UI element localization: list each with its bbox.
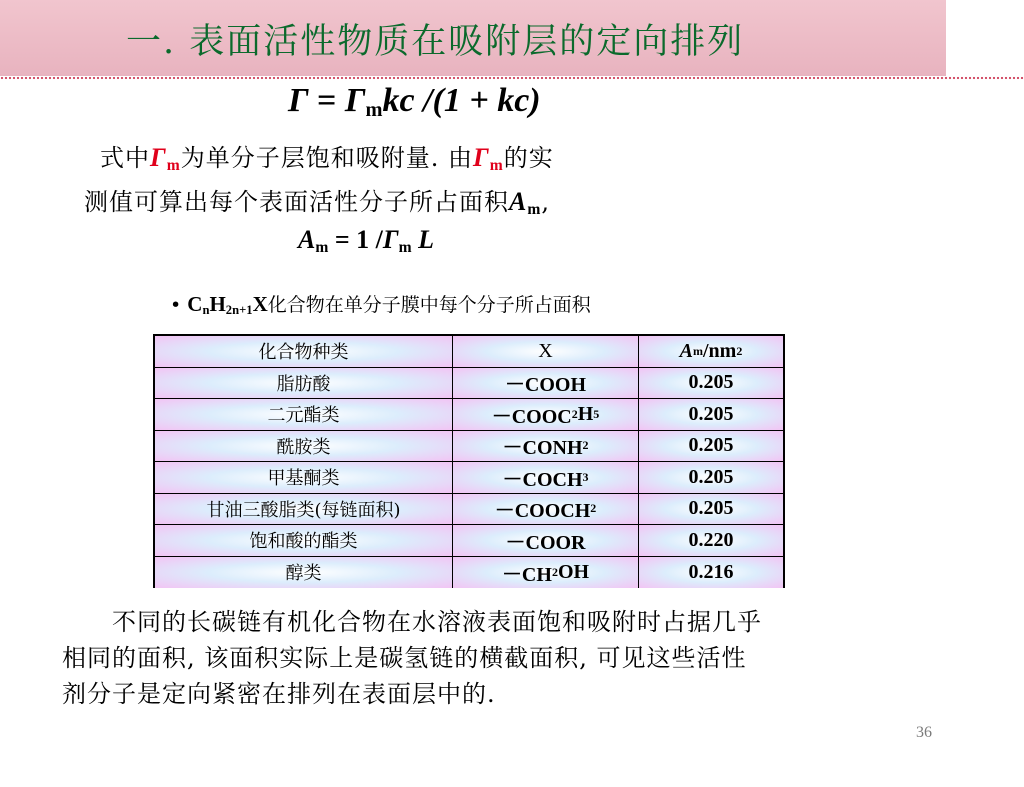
- page-number: 36: [916, 724, 932, 741]
- cell-x-group: [453, 431, 639, 462]
- subscript-m: m: [489, 156, 504, 174]
- cell-x-group: [453, 494, 639, 525]
- adsorption-formula: [288, 82, 541, 122]
- gamma-glyph: Γ: [472, 143, 490, 172]
- x-main: －COCH: [502, 468, 583, 491]
- am-inline: [509, 187, 541, 216]
- subscript-m: m: [365, 99, 383, 122]
- subscript-m: m: [166, 156, 181, 174]
- cell-compound-type: 甲基酮类: [155, 462, 453, 493]
- chem-c: C: [187, 292, 203, 316]
- cell-compound-type: 脂肪酸: [155, 368, 453, 399]
- header-area: [639, 336, 783, 367]
- x-sub: 2: [582, 438, 589, 453]
- gamma-m-symbol: Γ: [344, 82, 366, 119]
- text-segment: 为单分子层饱和吸附量. 由: [180, 144, 473, 172]
- subscript-m: m: [527, 200, 542, 218]
- header-compound-type: 化合物种类: [155, 336, 453, 367]
- cell-area: 0.205: [639, 399, 783, 430]
- area-formula: [298, 225, 434, 257]
- cell-compound-type: 酰胺类: [155, 431, 453, 462]
- cell-compound-type: 甘油三酸脂类(每链面积): [155, 494, 453, 525]
- chem-sub-2n1: 2n+1: [225, 303, 253, 318]
- x-sub: 2: [590, 501, 597, 516]
- comma: ,: [541, 187, 550, 216]
- table-row: [155, 525, 783, 557]
- x-sub2: 5: [593, 406, 600, 421]
- cell-area: 0.205: [639, 494, 783, 525]
- definition-paragraph: [84, 140, 554, 228]
- formula-rest: kc /(1 + kc): [382, 82, 541, 119]
- x-tail: H: [577, 402, 594, 425]
- gamma-symbol: Γ: [382, 225, 399, 254]
- table-row: [155, 431, 783, 463]
- x-main: －COOR: [505, 531, 586, 554]
- x-sub: 2: [571, 406, 578, 421]
- area-a: A: [679, 339, 693, 362]
- table-row: [155, 557, 783, 589]
- cell-x-group: [453, 525, 639, 556]
- chem-formula: [187, 292, 267, 316]
- text-segment: 的实: [503, 144, 554, 172]
- table-header-row: [155, 336, 783, 368]
- area-unit-sup: 2: [736, 343, 743, 358]
- cell-compound-type: 饱和酸的酯类: [155, 525, 453, 556]
- text-segment: 测值可算出每个表面活性分子所占面积: [84, 187, 509, 216]
- text-segment: 式中: [100, 144, 150, 172]
- header-x: X: [453, 336, 639, 367]
- x-sub: 2: [551, 564, 558, 579]
- gamma-glyph: Γ: [150, 143, 167, 172]
- table-row: [155, 368, 783, 400]
- chem-x: X: [252, 292, 268, 316]
- cell-x-group: [453, 368, 639, 399]
- cell-compound-type: 二元酯类: [155, 399, 453, 430]
- equals-one-over: = 1 /: [328, 225, 383, 254]
- avogadro-l: L: [411, 225, 434, 254]
- title-divider: [0, 76, 1024, 80]
- table-caption: [170, 290, 591, 318]
- equals-sign: =: [308, 82, 345, 119]
- gamma-m-inline-2: [473, 143, 504, 172]
- subscript-m: m: [398, 238, 412, 256]
- table-row: [155, 399, 783, 431]
- a-glyph: A: [509, 186, 528, 216]
- conclusion-line-3: 剂分子是定向紧密在排列在表面层中的.: [62, 680, 496, 708]
- gamma-m-inline: [150, 143, 181, 172]
- caption-text: 化合物在单分子膜中每个分子所占面积: [267, 294, 591, 316]
- gamma-symbol: Γ: [288, 82, 309, 119]
- a-symbol: A: [298, 225, 316, 254]
- molecular-area-table: [153, 334, 785, 588]
- conclusion-line-2: 相同的面积, 该面积实际上是碳氢链的横截面积, 可见这些活性: [62, 644, 747, 672]
- title-bar: [0, 0, 946, 76]
- cell-x-group: [453, 557, 639, 589]
- definition-line-2: [84, 184, 554, 228]
- table-row: [155, 462, 783, 494]
- cell-x-group: [453, 462, 639, 493]
- conclusion-line-1: 不同的长碳链有机化合物在水溶液表面饱和吸附时占据几乎: [62, 608, 762, 636]
- x-main: －CH: [501, 563, 552, 586]
- cell-area: 0.205: [639, 462, 783, 493]
- conclusion-paragraph: [62, 604, 762, 712]
- x-main: －COOCH: [494, 500, 591, 523]
- cell-area: 0.220: [639, 525, 783, 556]
- cell-compound-type: 醇类: [155, 557, 453, 589]
- cell-area: 0.205: [639, 431, 783, 462]
- cell-x-group: [453, 399, 639, 430]
- bullet-icon: •: [170, 294, 182, 316]
- chem-sub-n: n: [202, 303, 210, 318]
- table-row: [155, 494, 783, 526]
- cell-area: 0.205: [639, 368, 783, 399]
- chem-h: H: [209, 292, 226, 316]
- definition-line-1: [100, 140, 554, 184]
- area-sub-m: m: [693, 343, 703, 358]
- slide-title: 一. 表面活性物质在吸附层的定向排列: [126, 22, 745, 62]
- x-main: －COOC: [491, 405, 572, 428]
- x-main: －CONH: [502, 437, 583, 460]
- subscript-m: m: [315, 238, 329, 256]
- x-main: －COOH: [504, 374, 587, 397]
- area-unit: /nm: [703, 339, 737, 362]
- x-sub: 3: [582, 469, 589, 484]
- cell-area: 0.216: [639, 557, 783, 589]
- x-tail: OH: [557, 560, 590, 583]
